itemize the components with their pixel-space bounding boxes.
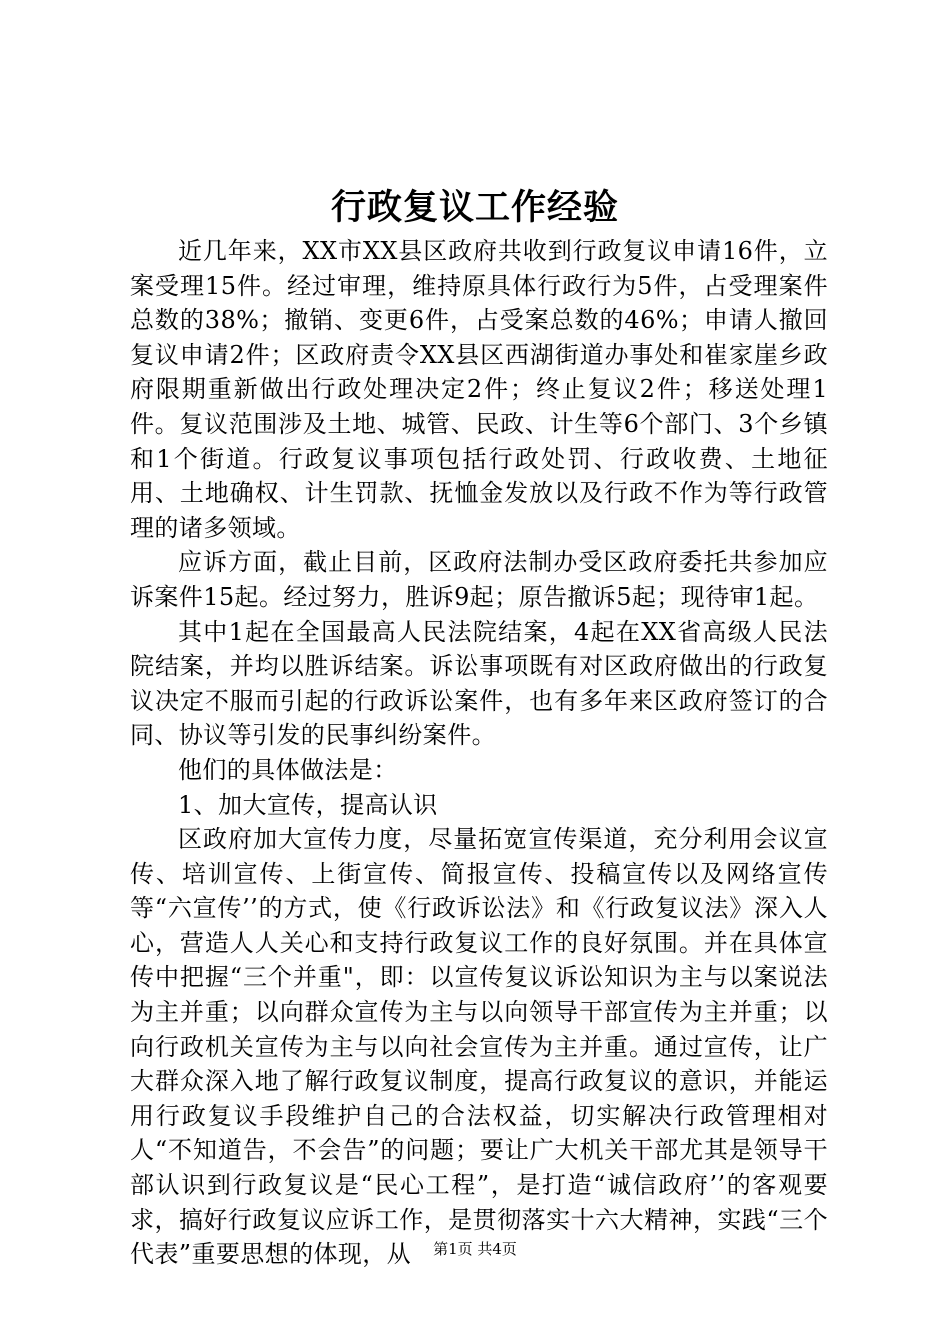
section-heading-publicity: 1、加大宣传，提高认识 <box>178 790 438 819</box>
paragraph-intro-methods: 他们的具体做法是： <box>178 755 398 784</box>
paragraph-review-stats: 近几年来，XX市XX县区政府共收到行政复议申请16件，立案受理15件。经过审理，维持原具体行政行为5件，占受理案件总数的38%；撤销、变更6件，占受案总数的46%；申请人撤回复议申请2件；区政府责令XX县区西湖街道办事处和崔家崖乡政府限期重新做出行政处理决定2件；终止复议2件；移送处理1件。复议范围涉及土地、城管、民政、计生等6个部门、3个乡镇和1个街道。行政复议事项包括行政处罚、行政收费、土地征用、土地确权、计生罚款、抚恤金发放以及行政不作为等行政管理的诸多领域。 <box>130 237 828 542</box>
paragraph-litigation: 应诉方面，截止目前，区政府法制办受区政府委托共参加应诉案件15起。经过努力，胜诉9起；原告撤诉5起；现待审1起。 <box>130 548 828 611</box>
document-body <box>130 234 828 1272</box>
paragraph-court-cases: 其中1起在全国最高人民法院结案，4起在XX省高级人民法院结案，并均以胜诉结案。诉讼事项既有对区政府做出的行政复议决定不服而引起的行政诉讼案件，也有多年来区政府签订的合同、协议等引发的民事纠纷案件。 <box>130 617 828 750</box>
page-footer: 第1页 共4页 <box>433 1240 517 1258</box>
paragraph-publicity: 区政府加大宣传力度，尽量拓宽宣传渠道，充分利用会议宣传、培训宣传、上街宣传、简报宣传、投稿宣传以及网络宣传等“六宣传’’的方式，使《行政诉讼法》和《行政复议法》深入人心，营造人人关心和支持行政复议工作的良好氛围。并在具体宣传中把握“三个并重"，即：以宣传复议诉讼知识为主与以案说法为主并重；以向群众宣传为主与以向领导干部宣传为主并重；以向行政机关宣传为主与以向社会宣传为主并重。通过宣传，让广大群众深入地了解行政复议制度，提高行政复议的意识，并能运用行政复议手段维护自己的合法权益，切实解决行政管理相对人“不知道告，不会告”的问题；要让广大机关干部尤其是领导干部认识到行政复议是“民心工程”，是打造“诚信政府’’的客观要求，搞好行政复议应诉工作，是贯彻落实十六大精神，实践“三个代表”重要思想的体现，从 <box>130 825 828 1269</box>
page-title: 行政复议工作经验 <box>330 187 619 228</box>
